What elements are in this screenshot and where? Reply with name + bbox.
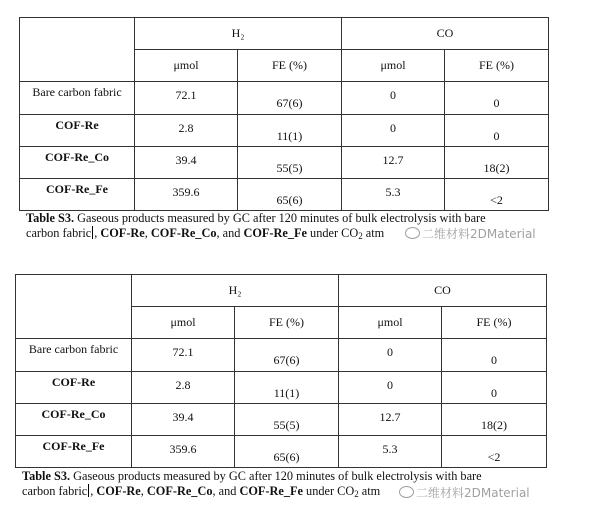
table-caption: Table S3. Gaseous products measured by GC after 120 minutes of bulk electrolysis with bare carbon fabric , COF-Re, COF-Re_Co, and COF-Re_Fe under $CO_2$ atm <box>26 211 486 241</box>
unit-co-umol: μmol <box>342 50 445 82</box>
table-row: COF-Re 2.8 11(1) 0 0 <box>20 115 549 147</box>
unit-h2-umol: μmol <box>135 50 238 82</box>
h2-group-header: H₂ <box>132 275 339 307</box>
h2-group-header: H₂ <box>135 18 342 50</box>
corner-cell <box>20 18 135 82</box>
table-caption: Table S3. Gaseous products measured by GC after 120 minutes of bulk electrolysis with bare carbon fabric , COF-Re, COF-Re_Co, and COF-Re_Fe under $CO_2$ atm <box>22 469 482 499</box>
table-block-2 <box>0 258 610 512</box>
products-table <box>15 274 547 468</box>
row-label: COF-Re_Fe <box>42 439 105 453</box>
row-label: Bare carbon fabric <box>32 85 122 99</box>
products-table <box>19 17 549 211</box>
co-group-header: CO <box>342 18 549 50</box>
row-label: COF-Re <box>51 375 96 389</box>
table-block-1 <box>0 0 610 254</box>
corner-cell <box>16 275 132 339</box>
unit-co-fe: FE (%) <box>442 307 547 339</box>
table-row: COF-Re_Co 39.4 55(5) 12.7 18(2) <box>16 404 547 436</box>
watermark: 二维材料2DMaterial <box>405 225 536 242</box>
wechat-icon <box>405 227 420 239</box>
wechat-icon <box>399 486 414 498</box>
row-label: COF-Re_Co <box>41 407 106 421</box>
unit-h2-fe: FE (%) <box>238 50 342 82</box>
row-label: COF-Re_Co <box>45 150 109 164</box>
row-label: COF-Re <box>55 118 99 132</box>
unit-h2-umol: μmol <box>132 307 235 339</box>
unit-co-umol: μmol <box>339 307 442 339</box>
table-row: COF-Re_Fe 359.6 65(6) 5.3 <2 <box>20 179 549 211</box>
co-group-header: CO <box>339 275 547 307</box>
watermark: 二维材料2DMaterial <box>399 484 530 501</box>
table-row: COF-Re_Co 39.4 55(5) 12.7 18(2) <box>20 147 549 179</box>
table-row: COF-Re 2.8 11(1) 0 0 <box>16 372 547 404</box>
unit-co-fe: FE (%) <box>445 50 549 82</box>
table-row: COF-Re_Fe 359.6 65(6) 5.3 <2 <box>16 436 547 468</box>
table-row: Bare carbon fabric 72.1 67(6) 0 0 <box>20 82 549 115</box>
table-row: Bare carbon fabric 72.1 67(6) 0 0 <box>16 339 547 372</box>
row-label: Bare carbon fabric <box>28 342 119 356</box>
unit-h2-fe: FE (%) <box>235 307 339 339</box>
row-label: COF-Re_Fe <box>46 182 108 196</box>
